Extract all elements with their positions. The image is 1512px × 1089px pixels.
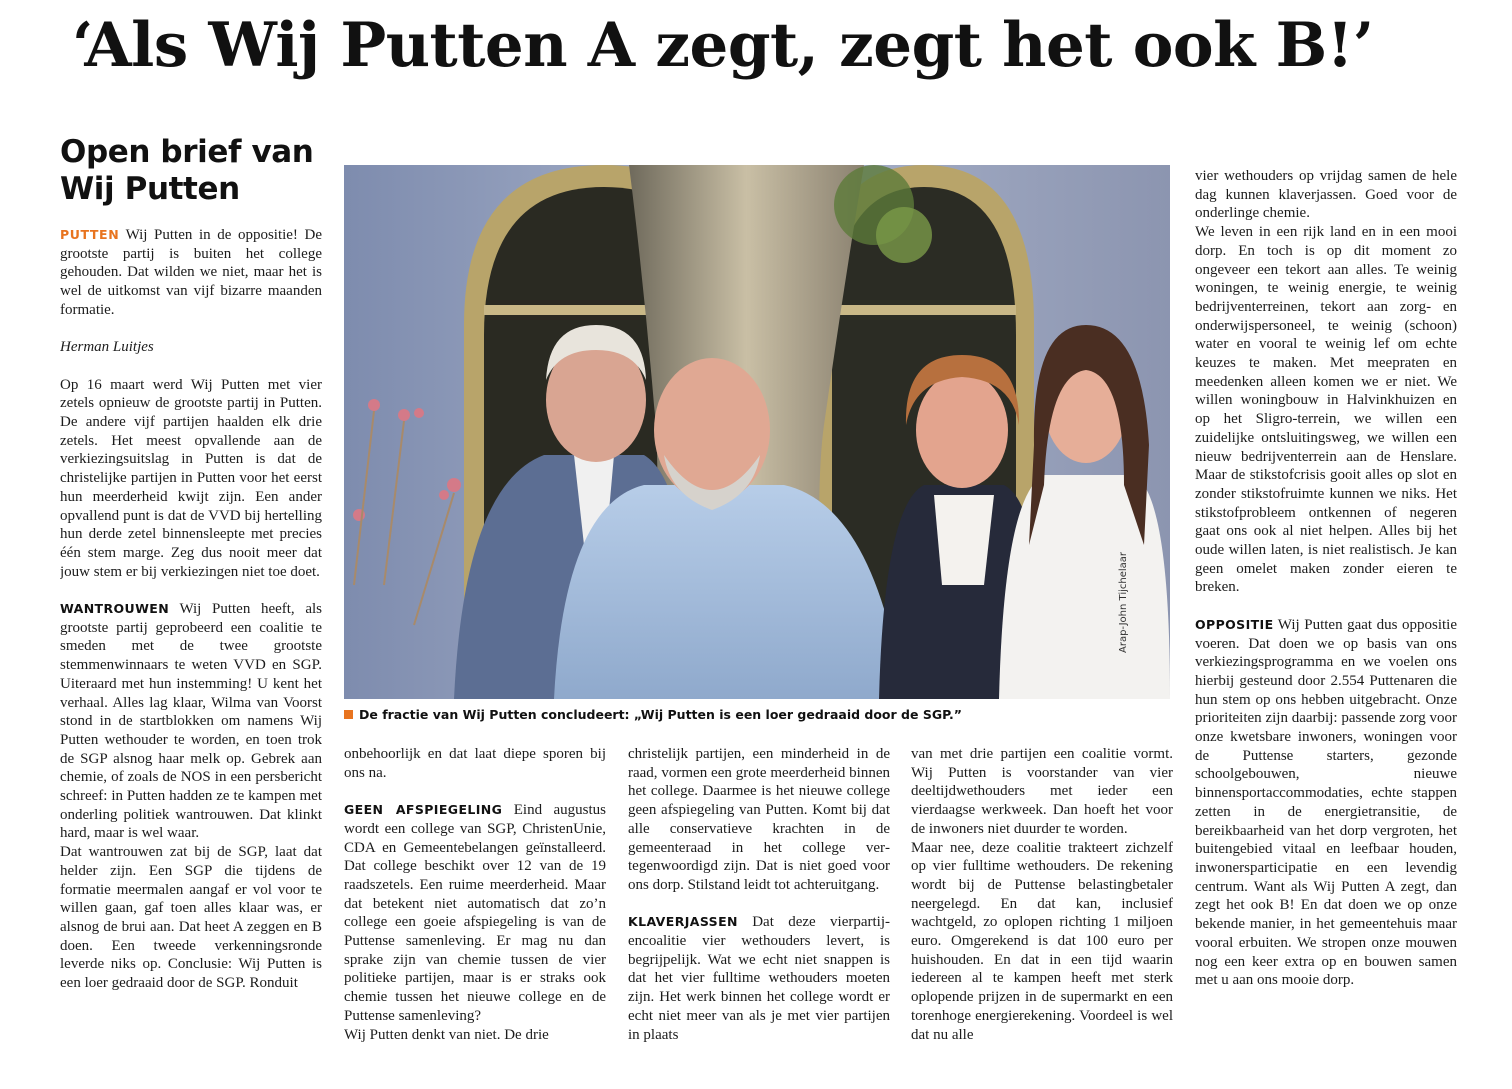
column-1 <box>60 226 322 1086</box>
headline: ‘Als Wij Putten A zegt, zegt het ook B!’ <box>72 10 1374 81</box>
paragraph: Op 16 maart werd Wij Putten met vier zetels opnieuw de grootste partij in Putten. De andere vijf partijen haalden elk drie zetels. Het meest opvallende aan de verkiezingsuitslag in Putten is dat de christelijke partijen in Putten voor het eerst hun meerderheid kwijt zijn. Een ander opvallend punt is dat de VVD bij hertelling hun derde zetel binnensleepte met precies één stem marge. Zeg dus nooit meer dat jouw stem er bij verkiezingen niet toe doet. <box>60 376 322 580</box>
paragraph-klaverjassen <box>628 913 890 1044</box>
column-5 <box>1195 167 1457 1085</box>
column-3 <box>628 745 890 1085</box>
subhead <box>60 134 330 208</box>
kicker-geen-afspiegeling: GEEN AFSPIEGELING <box>344 802 503 818</box>
paragraph: Maar nee, deze coalitie trakteert zichzelf op vier fulltime wethouders. De rekening wordt bij de Puttense belastingbetaler neergelegd. En dat kan, inclusief wachtgeld, zo oplopen richting 1 miljoen euro. Omgerekend is dat 100 euro per huishouden. En dat in een tijd waarin iedereen al te kampen heeft met sterk oplopende prijzen in de supermarkt en een torenhoge energierekening. Voordeel is wel dat nu alle <box>911 839 1173 1043</box>
photo-caption <box>344 707 1174 722</box>
paragraph: vier wethouders op vrijdag samen de hele dag kunnen klaverjassen. Goed voor de onderlinge chemie. <box>1195 168 1457 222</box>
paragraph: Wij Putten denkt van niet. De drie <box>344 1026 549 1043</box>
lead-paragraph <box>60 226 322 320</box>
lead-text: Wij Putten in de oppositie! De grootste partij is buiten het college gehouden. Dat wilden we niet, maar het is wel de uitkomst van vijf bizarre maanden formatie. <box>60 227 322 318</box>
subhead-line-2: Wij Putten <box>60 171 240 207</box>
kicker-klaverjassen: KLAVERJASSEN <box>628 914 738 930</box>
paragraph-text: Wij Putten heeft, als grootste partij geprobeerd een coalitie te smeden met de twee grootste stemmenwinnaars te weten VVD en SGP. Uiteraard met hun instemming! U kent het verhaal. Alles lag klaar, Wilma van Voorst stond in de startblokken om namens Wij Putten wethouder te worden, en toen trok de SGP alsnog haar melk op. Gebrek aan chemie, of zoals de NOS in een persbericht schreef: in Putten hadden ze te kampen met onderling politiek wantrouwen. Dat klinkt hard, maar is wel waar. <box>60 601 322 842</box>
paragraph-text: Eind augustus wordt een college van SGP, ChristenUnie, CDA en Gemeentebelangen geïnstalleerd. Dat college beschikt over 12 van de 19 raadszetels. Een ruime meerderheid. Maar dat betekent niet automatisch dat zo’n college een goeie afspiegeling is van de Puttense samenleving. Er mag nu dan sprake zijn van chemie tussen de vier politieke partijen, maar is er straks ook chemie tussen het nieuwe college en de Puttense samenleving? <box>344 802 606 1024</box>
column-2 <box>344 745 606 1085</box>
paragraph: Dat wantrouwen zat bij de SGP, laat dat helder zijn. Een SGP die tijdens de formatie meermalen aangaf er vol voor te willen gaan, gaf toen alles klaar was, er alsnog de brui aan. Dat heet A zeggen en B doen. Een tweede verkenningsronde leverde niks op. Conclusie: Wij Putten is een loer gedraaid door de SGP. Ronduit <box>60 844 322 992</box>
paragraph: van met drie partijen een coalitie vormt. Wij Putten is voorstander van vier deeltijdwethouders met ieder een vierdaagse werkweek. Dan hoeft het voor de inwoners niet duurder te worden. <box>911 746 1173 837</box>
article-photo <box>344 165 1170 699</box>
kicker-wantrouwen: WANTROUWEN <box>60 601 170 617</box>
kicker-oppositie: OPPOSITIE <box>1195 616 1274 632</box>
dateline: PUTTEN <box>60 227 120 242</box>
paragraph-geen-afspiegeling <box>344 801 606 1025</box>
caption-marker-icon <box>344 710 353 719</box>
paragraph: onbehoorlijk en dat laat diepe sporen bij ons na. <box>344 746 606 781</box>
subhead-line-1: Open brief van <box>60 134 314 170</box>
paragraph-text: Wij Putten gaat dus oppositie voeren. Dat doen we op basis van ons verkiezingsprogramma en we voelen ons hierbij gesteund door 2.554 Puttenaren die hun stem op ons hebben uitgebracht. Onze prioriteiten zijn daarbij: passende zorg voor onze kwetsbare inwoners, woningen voor de Puttense starters, gezonde schoolgebouwen, nieuwe binnensportaccommodaties, echte stappen zetten in de energietransitie, de bereikbaarheid van het dorp vergroten, het buitengebied vitaal en leefbaar houden, inwonersparticipatie en een levendig centrum. Want als Wij Putten A zegt, dan zegt het ook B! En dat doen we op onze bekende manier, in het gemeentehuis maar vooral erbuiten. We stropen onze mouwen nog een keer extra op en bouwen samen met u aan ons mooie dorp. <box>1195 616 1457 989</box>
column-4 <box>911 745 1173 1085</box>
paragraph-oppositie <box>1195 616 1457 990</box>
paragraph-wantrouwen <box>60 600 322 843</box>
photo-illustration <box>344 165 1170 699</box>
paragraph: We leven in een rijk land en in een mooi dorp. En toch is op dit moment zo ongeveer een tekort aan alles. Te weinig woningen, te weinig energie, te weinig bedrijventerreinen, tekort aan zorg- en onderwijspersoneel, te weinig (schoon) water en vooral te weinig lef om echte keuzes te maken. Met meepraten en meedenken alleen komen we er niet. We willen woningbouw in Halvinkhuizen en op het Sligro-terrein, we willen een zuidelijke ontsluitingsweg, we willen een nieuw bedrijventerrein aan de Henslare. Maar de stikstofcrisis gooit alles op slot en zonder stikstofruimte kunnen we niks. Het stikstofprobleem ontkennen of negeren gaat ons ook al niet helpen. Alles bij het oude willen laten, is niet realistisch. Je kan geen omelet maken zonder eieren te breken. <box>1195 224 1457 596</box>
paragraph: christelijk partijen, een minderheid in de raad, vormen een grote meerderheid binnen het college. Daarmee is het nieuwe college geen afspiegeling van Putten. Komt bij dat alle conservatieve krachten in de gemeenteraad in het college vertegenwoordigd zijn. Dat is niet goed voor ons dorp. Stilstand leidt tot achteruitgang. <box>628 746 890 893</box>
caption-text: De fractie van Wij Putten concludeert: „Wij Putten is een loer gedraaid door de SGP.” <box>359 707 962 722</box>
author-byline: Herman Luitjes <box>60 339 154 356</box>
paragraph-text: Dat deze vierpartijencoalitie vier wethouders levert, is begrijpelijk. Wat we echt niet snappen is dat het vier fulltime wethouders moeten zijn. Het werk binnen het college wordt er echt niet meer van als je met vier partijen in plaats <box>628 914 890 1043</box>
